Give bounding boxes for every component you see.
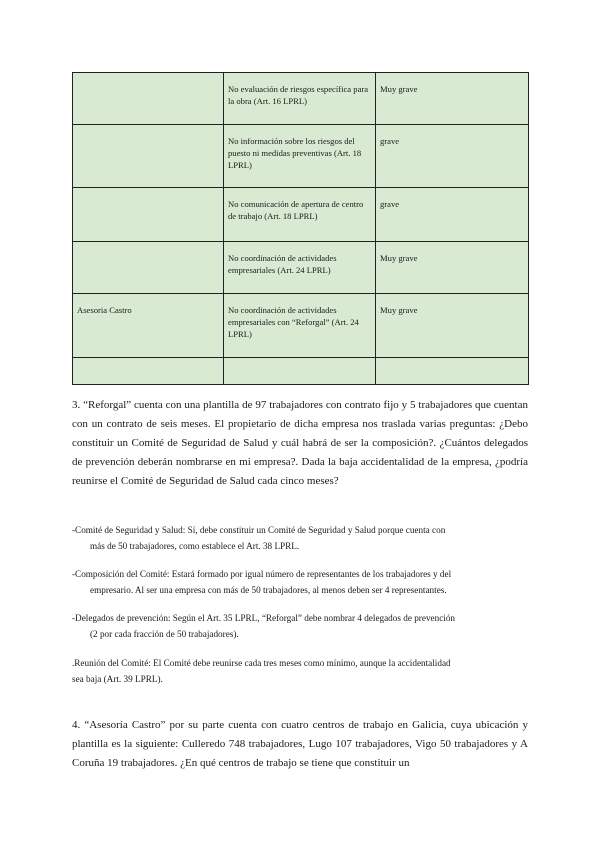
severity-cell: Muy grave [376,242,529,294]
answer-committee [72,522,528,554]
severity-cell: grave [376,188,529,242]
severity-cell: Muy grave [376,294,529,358]
infraction-cell: No coordinación de actividades empresariales (Art. 24 LPRL) [224,242,376,294]
table-row [73,358,529,385]
question-3: 3. “Reforgal” cuenta con una plantilla de 97 trabajadores con contrato fijo y 5 trabajadores que cuentan con un contrato de seis meses. El propietario de dicha empresa nos traslada varias preguntas: ¿Debo constituir un Comité de Seguridad de Salud y cuál habrá de ser la composición?. ¿Cuántos delegados de prevención deberán nombrarse en mi empresa?. Dada la baja accidentalidad de la empresa, ¿podría reunirse el Comité de Seguridad de Salud cada cinco meses? [72,399,528,487]
table-row [73,125,529,188]
table-row [73,294,529,358]
company-cell [73,125,224,188]
infraction-cell: No coordinación de actividades empresariales con “Reforgal” (Art. 24 LPRL) [224,294,376,358]
answer-composition [72,566,528,598]
company-cell: Asesoria Castro [73,294,224,358]
infraction-cell: No información sobre los riesgos del puesto ni medidas preventivas (Art. 18 LPRL) [224,125,376,188]
company-cell [73,358,224,385]
answer-first-line: .Reunión del Comité: El Comité debe reunirse cada tres meses como mínimo, aunque la accidentalidad [72,658,451,668]
question-4: 4. “Asesoría Castro” por su parte cuenta con cuatro centros de trabajo en Galicia, cuya ubicación y plantilla es la siguiente: Culleredo 748 trabajadores, Lugo 107 trabajadores, Vigo 50 trabajadores y A Coruña 19 trabajadores. ¿En qué centros de trabajo se tiene que constituir un [72,719,528,769]
answer-continuation: sea baja (Art. 39 LPRL). [72,674,163,684]
infraction-cell: No comunicación de apertura de centro de trabajo (Art. 18 LPRL) [224,188,376,242]
severity-cell [376,358,529,385]
answer-continuation: (2 por cada fracción de 50 trabajadores). [90,629,239,639]
table-row [73,188,529,242]
company-cell [73,188,224,242]
answer-first-line: -Delegados de prevención: Según el Art. 35 LPRL, “Reforgal” debe nombrar 4 delegados de prevención [72,613,456,623]
severity-cell: grave [376,125,529,188]
answer-delegates [72,610,528,642]
infraction-cell: No evaluación de riesgos específica para la obra (Art. 16 LPRL) [224,73,376,125]
answer-first-line: -Composición del Comité: Estará formado por igual número de representantes de los trabajadores y del [72,569,452,579]
answer-continuation: empresario. Al ser una empresa con más de 50 trabajadores, al menos deben ser 4 representantes. [90,585,447,595]
infraction-cell [224,358,376,385]
answer-first-line: -Comité de Seguridad y Salud: Sí, debe constituir un Comité de Seguridad y Salud porque cuenta con [72,525,446,535]
infractions-table [72,72,529,385]
severity-cell: Muy grave [376,73,529,125]
answer-meeting [72,655,528,687]
answer-continuation: más de 50 trabajadores, como establece el Art. 38 LPRL. [90,541,300,551]
company-cell [73,73,224,125]
table-row [73,242,529,294]
table-row [73,73,529,125]
company-cell [73,242,224,294]
